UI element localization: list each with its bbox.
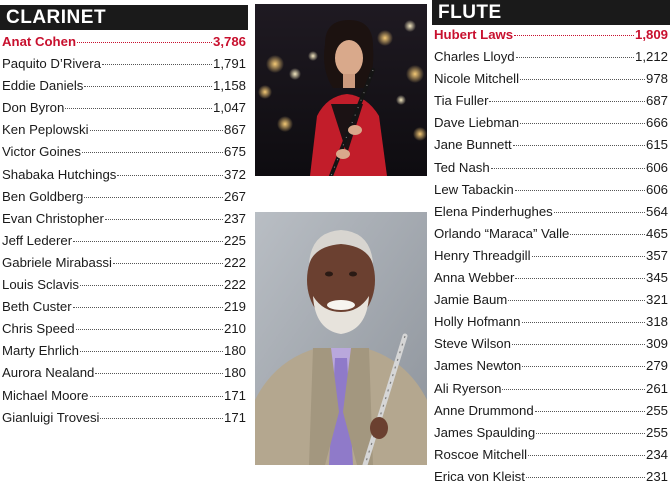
clarinet-entry [0,211,248,233]
dot-leader [73,241,223,242]
clarinet-entry [0,343,248,365]
vote-count: 261 [645,380,668,396]
artist-name: Ken Peplowski [2,122,89,138]
dot-leader [102,64,212,65]
dot-leader [90,396,223,397]
dot-leader [84,86,212,87]
flute-list [432,27,670,491]
artist-name: Henry Threadgill [434,247,531,263]
artist-name: James Spaulding [434,424,536,440]
flute-entry [432,270,670,292]
vote-count: 222 [223,277,246,293]
vote-count: 309 [645,336,668,352]
artist-name: Victor Goines [2,144,81,160]
flute-entry [432,469,670,491]
flute-entry [432,204,670,226]
dot-leader [513,145,645,146]
flute-entry [432,49,670,71]
clarinet-entry [0,388,248,410]
dot-leader [84,197,223,198]
clarinet-entry [0,365,248,387]
dot-leader [536,433,645,434]
vote-count: 978 [645,71,668,87]
vote-count: 606 [645,159,668,175]
vote-count: 279 [645,358,668,374]
artist-name: Jeff Lederer [2,232,73,248]
dot-leader [90,130,223,131]
artist-name: Ted Nash [434,159,490,175]
clarinet-entry [0,277,248,299]
vote-count: 1,791 [212,56,246,72]
dot-leader [554,212,645,213]
dot-leader [522,322,645,323]
vote-count: 1,158 [212,78,246,94]
dot-leader [516,57,634,58]
clarinet-entry [0,144,248,166]
vote-count: 222 [223,254,246,270]
flute-heading: FLUTE [432,0,670,25]
dot-leader [73,307,223,308]
dot-leader [520,79,645,80]
vote-count: 1,809 [634,27,668,42]
clipped-next-section [0,458,248,465]
dot-leader [512,344,645,345]
dot-leader [528,455,645,456]
vote-count: 357 [645,247,668,263]
clarinet-heading: CLARINET [0,5,248,30]
dot-leader [117,175,223,176]
vote-count: 237 [223,210,246,226]
clarinet-entry [0,122,248,144]
artist-name: Ali Ryerson [434,380,502,396]
dot-leader [526,477,645,478]
vote-count: 321 [645,292,668,308]
dot-leader [514,35,634,36]
flute-entry [432,292,670,314]
vote-count: 372 [223,166,246,182]
clarinet-entry [0,410,248,432]
vote-count: 687 [645,93,668,109]
flute-entry [432,71,670,93]
flute-column [432,0,670,491]
artist-name: Beth Custer [2,299,72,315]
flute-entry [432,160,670,182]
flute-entry [432,93,670,115]
artist-name: Elena Pinderhughes [434,203,553,219]
vote-count: 180 [223,343,246,359]
clarinet-entry [0,233,248,255]
vote-count: 3,786 [212,34,246,49]
artist-name: Evan Christopher [2,210,104,226]
vote-count: 180 [223,365,246,381]
dot-leader [105,219,223,220]
flute-entry [432,358,670,380]
flute-entry [432,447,670,469]
clarinet-entry [0,299,248,321]
artist-name: Chris Speed [2,321,75,337]
flute-entry [432,182,670,204]
clarinet-entry [0,56,248,78]
dot-leader [80,351,223,352]
dot-leader [535,411,645,412]
vote-count: 225 [223,232,246,248]
flute-entry [432,27,670,49]
artist-name: Holly Hofmann [434,314,521,330]
vote-count: 234 [645,446,668,462]
clarinet-column [0,0,248,432]
artist-name: James Newton [434,358,522,374]
dot-leader [532,256,645,257]
artist-name: Aurora Nealand [2,365,95,381]
vote-count: 318 [645,314,668,330]
dot-leader [95,373,223,374]
dot-leader [570,234,645,235]
clarinet-entry [0,78,248,100]
artist-name: Marty Ehrlich [2,343,79,359]
flute-entry [432,425,670,447]
vote-count: 606 [645,181,668,197]
vote-count: 345 [645,270,668,286]
vote-count: 210 [223,321,246,337]
clarinet-entry [0,34,248,56]
artist-name: Anna Webber [434,270,515,286]
dot-leader [82,152,223,153]
artist-name: Eddie Daniels [2,78,84,94]
artist-name: Paquito D’Rivera [2,56,101,72]
flutist-photo-image [255,212,427,465]
artist-name: Gabriele Mirabassi [2,254,112,270]
dot-leader [489,101,645,102]
artist-name: Erica von Kleist [434,468,525,484]
vote-count: 219 [223,299,246,315]
flute-entry [432,226,670,248]
vote-count: 1,212 [634,49,668,65]
vote-count: 267 [223,188,246,204]
clarinet-entry [0,167,248,189]
dot-leader [113,263,223,264]
dot-leader [100,418,223,419]
artist-name: Dave Liebman [434,115,520,131]
dot-leader [515,190,645,191]
dot-leader [80,285,223,286]
vote-count: 255 [645,402,668,418]
flutist-photo [255,212,427,465]
artist-name: Michael Moore [2,387,89,403]
flute-entry [432,115,670,137]
flute-entry [432,336,670,358]
artist-name: Hubert Laws [434,27,514,42]
flute-entry [432,314,670,336]
artist-name: Ben Goldberg [2,188,84,204]
vote-count: 231 [645,468,668,484]
dot-leader [522,366,645,367]
vote-count: 615 [645,137,668,153]
clarinet-entry [0,321,248,343]
dot-leader [76,329,223,330]
artist-name: Don Byron [2,100,65,116]
artist-name: Lew Tabackin [434,181,514,197]
artist-name: Steve Wilson [434,336,511,352]
dot-leader [491,168,645,169]
artist-name: Anne Drummond [434,402,534,418]
artist-name: Louis Sclavis [2,277,79,293]
artist-name: Roscoe Mitchell [434,446,528,462]
vote-count: 564 [645,203,668,219]
artist-name: Anat Cohen [2,34,76,49]
dot-leader [77,42,212,43]
dot-leader [508,300,645,301]
clarinet-entry [0,255,248,277]
clarinet-entry [0,189,248,211]
vote-count: 675 [223,144,246,160]
flute-entry [432,248,670,270]
artist-name: Charles Lloyd [434,49,515,65]
vote-count: 171 [223,409,246,425]
clarinetist-photo-image [255,4,427,176]
flute-entry [432,403,670,425]
clarinet-list [0,34,248,432]
vote-count: 666 [645,115,668,131]
dot-leader [520,123,645,124]
vote-count: 1,047 [212,100,246,116]
artist-name: Orlando “Maraca” Valle [434,225,570,241]
artist-name: Shabaka Hutchings [2,166,117,182]
artist-name: Nicole Mitchell [434,71,520,87]
clarinetist-photo [255,4,427,176]
clarinet-entry [0,100,248,122]
vote-count: 867 [223,122,246,138]
artist-name: Gianluigi Trovesi [2,409,100,425]
artist-name: Jamie Baum [434,292,508,308]
vote-count: 465 [645,225,668,241]
artist-name: Tia Fuller [434,93,489,109]
dot-leader [65,108,212,109]
artist-name: Jane Bunnett [434,137,512,153]
vote-count: 255 [645,424,668,440]
dot-leader [515,278,645,279]
dot-leader [502,389,645,390]
flute-entry [432,381,670,403]
flute-entry [432,137,670,159]
vote-count: 171 [223,387,246,403]
